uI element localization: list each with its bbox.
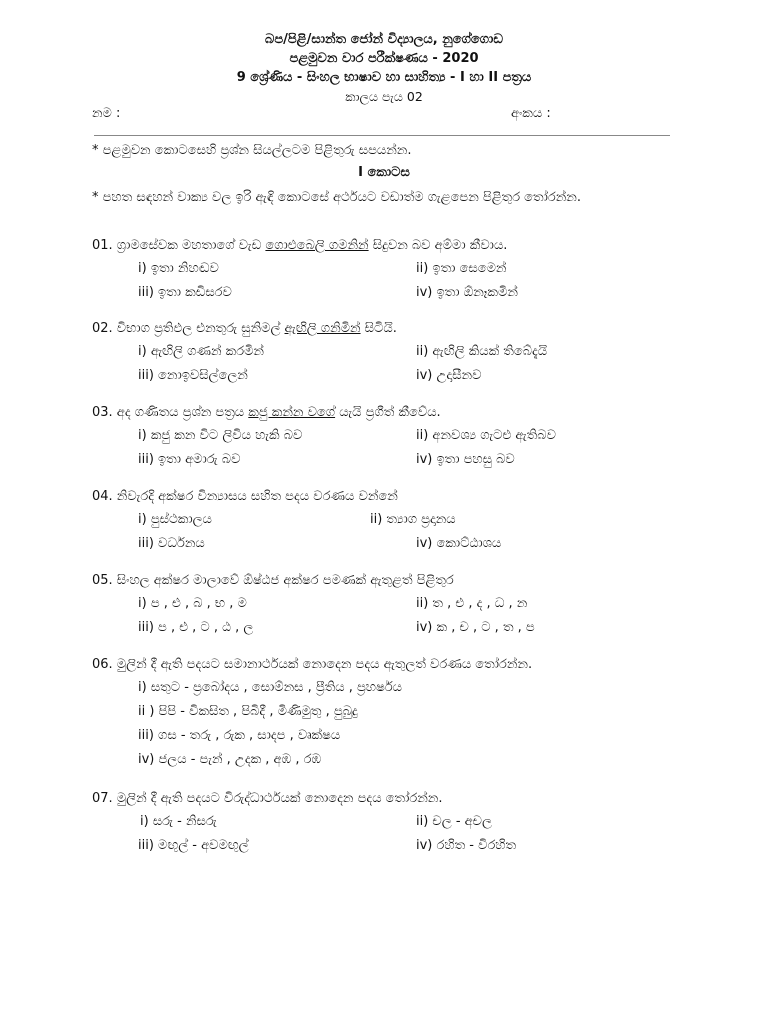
option-iv[interactable]: iv) ක , ච , ට , ත , ප (416, 620, 535, 635)
stem-text: සිටියි. (360, 321, 397, 336)
option-i[interactable]: i) ප , එ , බ , භ , ම (138, 596, 247, 611)
option-iv[interactable]: iv) ඉතා පහසු බව (416, 452, 515, 467)
option-iii[interactable]: iii) නොඉවසිල්ලෙන් (138, 368, 248, 383)
stem-text: 03. අද ගණිතය ප්‍රශ්න පත්‍රය (92, 405, 249, 420)
question-stem (92, 235, 692, 257)
underlined-phrase: ගොළුබෙලි ගමනින් (265, 238, 369, 253)
option-i[interactable]: i) කජු කන විට ලිවිය හැකි බව (138, 428, 303, 443)
time-allowed: කාලය පැය 02 (345, 89, 423, 104)
option-ii[interactable]: ii) චල - අචල (416, 814, 492, 829)
option-i[interactable]: i) ඉතා නිහඬව (138, 261, 219, 276)
question-stem: 05. සිංහල අක්ෂර මාලාවේ ඕෂ්ඨජ අක්ෂර පමණක් ඇතුළත් පිළිතුර (92, 573, 454, 588)
option-iv[interactable]: iv) කොට්ඨාශය (416, 536, 502, 551)
options (138, 508, 692, 556)
question-3 (92, 402, 692, 472)
underlined-phrase: ඇඟිලි ගනිමින් (284, 321, 361, 336)
question-stem: 07. මුලින් දී ඇති පදයට විරුද්ධාර්ථයක් නොදෙන පදය තෝරන්න. (92, 791, 443, 806)
question-1 (92, 235, 692, 305)
option-iii[interactable]: iii) ප , එ , ට , ඨ , ල (138, 620, 254, 635)
option-ii[interactable]: ii) ත , එ , ද , ධ , න (416, 596, 528, 611)
question-6 (92, 654, 692, 772)
header (0, 30, 768, 106)
question-7 (92, 788, 692, 858)
underlined-phrase: කජු කන්න වගේ (248, 405, 336, 420)
name-label: නම : (92, 106, 121, 121)
paper-title: 9 ශ්‍රේණිය - සිංහල භාෂාව හා සාහිත්‍ය - I හා II පත්‍රය (236, 70, 532, 85)
option-ii[interactable]: ii) ඉතා සෙමෙන් (416, 261, 507, 276)
stem-text: 02. විභාග ප්‍රතිඵල එනතුරු සුනිමල් (92, 321, 285, 336)
option-ii[interactable]: ii) ඇඟිලි කියක් තිබේදැයි (416, 344, 548, 359)
question-5 (92, 570, 692, 640)
option-iv[interactable]: iv) ඉතා ඕනෑකමින් (416, 285, 518, 300)
divider (94, 135, 670, 136)
question-stem: 04. නිවැරදි අක්ෂර වින්‍යාසය සහිත පදය වරණය වන්නේ (92, 489, 398, 504)
name-index-row (92, 106, 682, 124)
stem-text: යැයි ප්‍රගීත් කීවේය. (335, 405, 441, 420)
option-i[interactable]: i) ඇඟිලි ගණන් කරමින් (138, 344, 264, 359)
option-iv[interactable]: iv) රහිත - විරහිත (416, 838, 517, 853)
question-stem (92, 318, 692, 340)
section-title: I කොටස (358, 165, 410, 180)
option-iv[interactable]: iv) ජලය - පැන් , උදක , අඹ , රඹ (138, 752, 322, 767)
stem-text: සිදුවන බව අම්මා කීවාය. (368, 238, 508, 253)
option-i[interactable]: i) පුස්ථකාලය (138, 512, 212, 527)
option-ii[interactable]: ii ) පිපි - විකසිත , පිබිදී , මිණිමුතු , පුබුදු (138, 704, 358, 719)
question-stem (92, 402, 692, 424)
exam-title: පළමුවන වාර පරීක්ෂණය - 2020 (289, 51, 479, 66)
section-instruction: * පහත සඳහන් වාක්‍ය වල ඉරි ඇඳි කොටසේ අර්ථයට වඩාත්ම ගැළපෙන පිළිතුර තෝරන්න. (92, 190, 581, 205)
option-iii[interactable]: iii) ගස - තරු , රුක , සාදප , වෘක්ෂය (138, 728, 341, 743)
option-iii[interactable]: iii) මඟුල් - අවමඟුල් (138, 838, 249, 853)
question-stem: 06. මුලින් දී ඇති පදයට සමානාර්ථයක් නොදෙන පදය ඇතුලත් වරණය තෝරන්න. (92, 657, 533, 672)
options (138, 424, 692, 472)
school-name: බප/පිළි/සාන්ත ජෝන් විද්‍යාලය, නුගේගොඩ (265, 32, 503, 47)
option-iii[interactable]: iii) ඉතා අමාරු බව (138, 452, 241, 467)
option-i[interactable]: i) සතුට - ප්‍රබෝදය , සොම්නස , ප්‍රීතිය , ප්‍රහර්ෂය (138, 680, 403, 695)
index-label: අංකය : (511, 106, 551, 121)
option-iii[interactable]: iii) වර්ධනය (138, 536, 205, 551)
option-i[interactable]: i) සරු - නිසරු (140, 814, 217, 829)
option-iii[interactable]: iii) ඉතා කඩිසරව (138, 285, 232, 300)
option-ii[interactable]: ii) අනවශ්‍ය ගැටළු ඇතිබව (416, 428, 556, 443)
option-iv[interactable]: iv) උදාසීනව (416, 368, 482, 383)
options (138, 676, 692, 772)
question-2 (92, 318, 692, 388)
options (138, 340, 692, 388)
stem-text: 01. ග්‍රාමසේවක මහතාගේ වැඩ (92, 238, 266, 253)
options (138, 592, 692, 640)
options (138, 810, 692, 858)
option-ii[interactable]: ii) ත්‍යාග ප්‍රදානය (370, 512, 456, 527)
general-instruction: * පළමුවන කොටසෙහි ප්‍රශ්න සියල්ලටම පිළිතුරු සපයන්න. (92, 143, 412, 158)
question-4 (92, 486, 692, 556)
options (138, 257, 692, 305)
